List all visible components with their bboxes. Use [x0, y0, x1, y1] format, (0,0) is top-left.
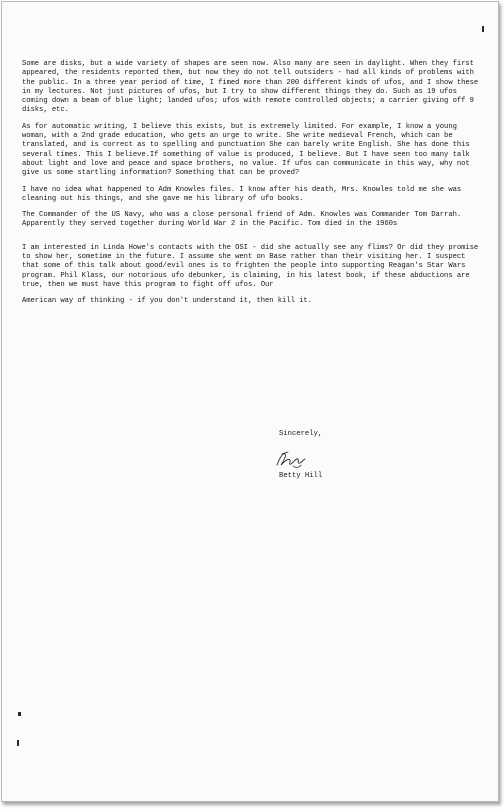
scan-speck-bottom [17, 740, 19, 746]
paragraph-american-thinking: American way of thinking - if you don't understand it, then kill it. [22, 297, 312, 306]
closing-block [279, 430, 459, 482]
paragraph-commander-darrah: The Commander of the US Navy, who was a close personal friend of Adm. Knowles was Commander Tom Darrah. Apparently they served together during World War 2 in the Pacific. Tom died in the 1960s [22, 211, 462, 229]
paragraph-automatic-writing: As for automatic writing, I believe this exists, but is extremely limited. For example, I know a young woman, with a 2nd grade education, who gets an urge to write. She write medieval French, which can be translated, and is correct as to spelling and punctuation She can barely write English. She has done this several times. This I believe.If something of value is produced, I believe. But I have seen too many talk about light and love and peace and space brothers, no value. If ufos can communicate in this way, why not give us some startling information? Something that can be proved? [22, 122, 470, 178]
paragraph-knowles-files: I have no idea what happened to Adm Knowles files. I know after his death, Mrs. Knowles told me she was cleaning out his things, and she gave me his library of ufo books. [22, 185, 462, 203]
paragraph-ufo-shapes: Some are disks, but a wide variety of shapes are seen now. Also many are seen in daylight. When they first appeared, the residents reported them, but now they do not tell outsiders - had all kinds of problems with the public. In a three year period of time, I fimed more than 200 different kinds of ufos, and I show these in my lectures. Not just pictures of ufos, but I try to show different things they do. Such as 19 ufos coming down a beam of blue light; landed ufos; ufos with remote controlled objects; a carrier giving off 9 disks, etc. [22, 60, 479, 115]
signer-name: Betty Hill [279, 472, 323, 481]
closing-line: Sincerely, [279, 430, 323, 438]
letter-body [22, 60, 482, 314]
scan-speck-left [18, 712, 21, 716]
document-page [1, 1, 499, 802]
scan-speck-top [482, 26, 484, 32]
handwritten-signature-icon [273, 448, 307, 470]
paragraph-linda-howe: I am interested in Linda Howe's contacts with the OSI - did she actually see any flims? Or did they promise to show her, sometime in the future. I assume she went on Base rather than their visiting her. I suspect that some of this talk about good/evil ones is to frighten the people into supporting Reagan's Star Wars program. Phil Klass, our notorious ufo debunker, is claiming, in his latest book, if these abductions are true, then we must have this program to fight off ufos. Our [22, 243, 479, 289]
